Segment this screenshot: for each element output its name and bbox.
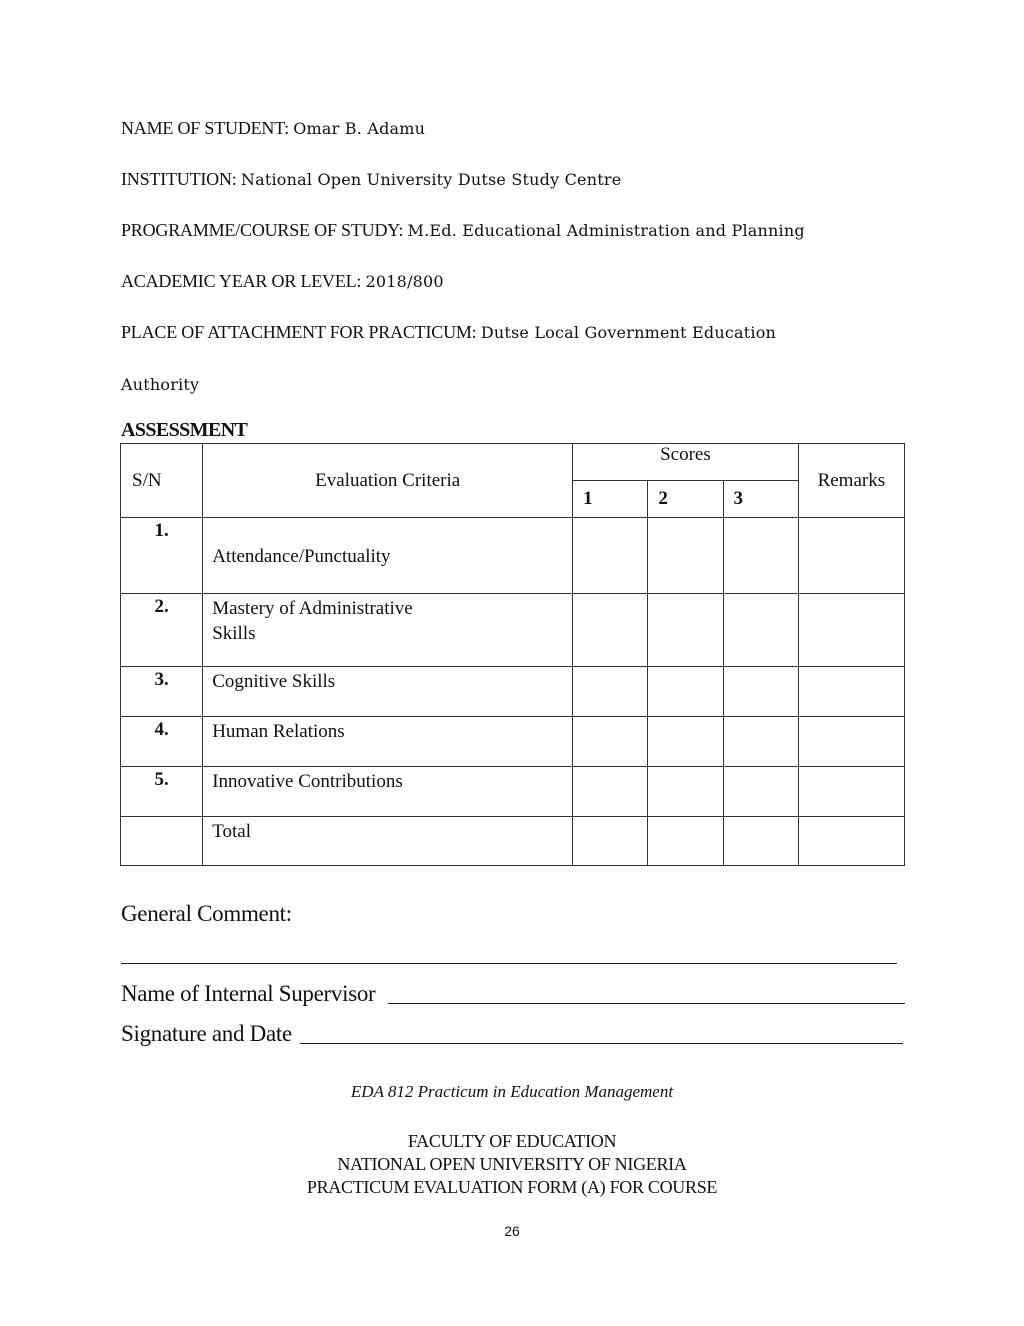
score-cell-3[interactable] xyxy=(723,667,798,717)
header-score-1: 1 xyxy=(573,481,648,518)
row-criteria xyxy=(203,594,573,667)
score-cell-1[interactable] xyxy=(573,717,648,767)
row-criteria-text-cont: Skills xyxy=(212,623,256,644)
programme-field xyxy=(121,220,805,241)
row-criteria xyxy=(203,518,573,594)
programme-value: M.Ed. Educational Administration and Planning xyxy=(407,221,805,240)
remarks-cell[interactable] xyxy=(798,594,904,667)
general-comment-label: General Comment: xyxy=(121,901,292,926)
student-name-label: NAME OF STUDENT: xyxy=(121,118,289,138)
remarks-cell[interactable] xyxy=(798,767,904,817)
remarks-cell[interactable] xyxy=(798,717,904,767)
table-row xyxy=(121,518,905,594)
institution-label: INSTITUTION: xyxy=(121,169,237,189)
row-sn: 3. xyxy=(121,667,203,717)
signature-date-line[interactable] xyxy=(300,1043,903,1044)
table-header-row xyxy=(121,444,905,481)
form-name: PRACTICUM EVALUATION FORM (A) FOR COURSE xyxy=(306,1177,718,1197)
score-cell-3[interactable] xyxy=(723,767,798,817)
score-cell-1[interactable] xyxy=(573,767,648,817)
institution-field xyxy=(121,169,621,190)
row-sn: 4. xyxy=(121,717,203,767)
header-score-3: 3 xyxy=(723,481,798,518)
academic-year-label: ACADEMIC YEAR OR LEVEL: xyxy=(121,271,362,291)
institution-value: National Open University Dutse Study Centre xyxy=(240,170,622,189)
row-criteria: Human Relations xyxy=(203,717,573,767)
row-criteria-text: Attendance/Punctuality xyxy=(212,546,391,567)
general-comment-line[interactable] xyxy=(121,963,897,964)
table-row xyxy=(121,594,905,667)
header-criteria: Evaluation Criteria xyxy=(203,444,573,518)
score-cell-1[interactable] xyxy=(573,667,648,717)
row-criteria: Innovative Contributions xyxy=(203,767,573,817)
row-sn: 5. xyxy=(121,767,203,817)
score-cell-3[interactable] xyxy=(723,518,798,594)
remarks-cell[interactable] xyxy=(798,518,904,594)
faculty-name: FACULTY OF EDUCATION xyxy=(407,1131,617,1151)
score-cell-1[interactable] xyxy=(573,594,648,667)
place-of-attachment-label: PLACE OF ATTACHMENT FOR PRACTICUM: xyxy=(121,322,477,342)
row-criteria: Cognitive Skills xyxy=(203,667,573,717)
table-row xyxy=(121,767,905,817)
supervisor-field xyxy=(121,981,375,1007)
score-cell-2[interactable] xyxy=(648,767,723,817)
score-cell-2[interactable] xyxy=(648,518,723,594)
remarks-cell[interactable] xyxy=(798,817,904,866)
score-cell-3[interactable] xyxy=(723,594,798,667)
score-cell-2[interactable] xyxy=(648,717,723,767)
row-sn: 2. xyxy=(121,594,203,667)
header-sn: S/N xyxy=(121,444,203,518)
signature-field xyxy=(121,1021,292,1047)
score-cell-1[interactable] xyxy=(573,518,648,594)
row-criteria: Total xyxy=(203,817,573,866)
academic-year-value: 2018/800 xyxy=(365,272,444,291)
score-cell-2[interactable] xyxy=(648,817,723,866)
header-remarks: Remarks xyxy=(798,444,904,518)
row-criteria-text: Mastery of Administrative xyxy=(212,598,413,619)
score-cell-2[interactable] xyxy=(648,667,723,717)
assessment-table xyxy=(120,443,905,866)
header-score-2: 2 xyxy=(648,481,723,518)
university-name: NATIONAL OPEN UNIVERSITY OF NIGERIA xyxy=(337,1154,687,1174)
academic-year-field xyxy=(121,271,444,292)
remarks-cell[interactable] xyxy=(798,667,904,717)
place-of-attachment-value: Dutse Local Government Education xyxy=(480,323,777,342)
row-sn: 1. xyxy=(121,518,203,594)
score-cell-1[interactable] xyxy=(573,817,648,866)
place-of-attachment-field xyxy=(121,322,776,343)
supervisor-label: Name of Internal Supervisor xyxy=(121,981,376,1006)
score-cell-3[interactable] xyxy=(723,717,798,767)
student-name-field xyxy=(121,118,425,139)
place-of-attachment-value-cont: Authority xyxy=(121,375,200,394)
score-cell-3[interactable] xyxy=(723,817,798,866)
form-heading xyxy=(0,1130,1024,1199)
student-name-value: Omar B. Adamu xyxy=(293,119,426,138)
supervisor-name-line[interactable] xyxy=(388,1003,905,1004)
signature-label: Signature and Date xyxy=(121,1021,292,1046)
table-row xyxy=(121,667,905,717)
programme-label: PROGRAMME/COURSE OF STUDY: xyxy=(121,220,404,240)
table-row xyxy=(121,717,905,767)
score-cell-2[interactable] xyxy=(648,594,723,667)
course-title: EDA 812 Practicum in Education Management xyxy=(350,1082,674,1101)
assessment-title: ASSESSMENT xyxy=(121,419,248,441)
page-number: 26 xyxy=(504,1223,520,1239)
table-row-total xyxy=(121,817,905,866)
row-sn xyxy=(121,817,203,866)
header-scores: Scores xyxy=(573,444,799,481)
